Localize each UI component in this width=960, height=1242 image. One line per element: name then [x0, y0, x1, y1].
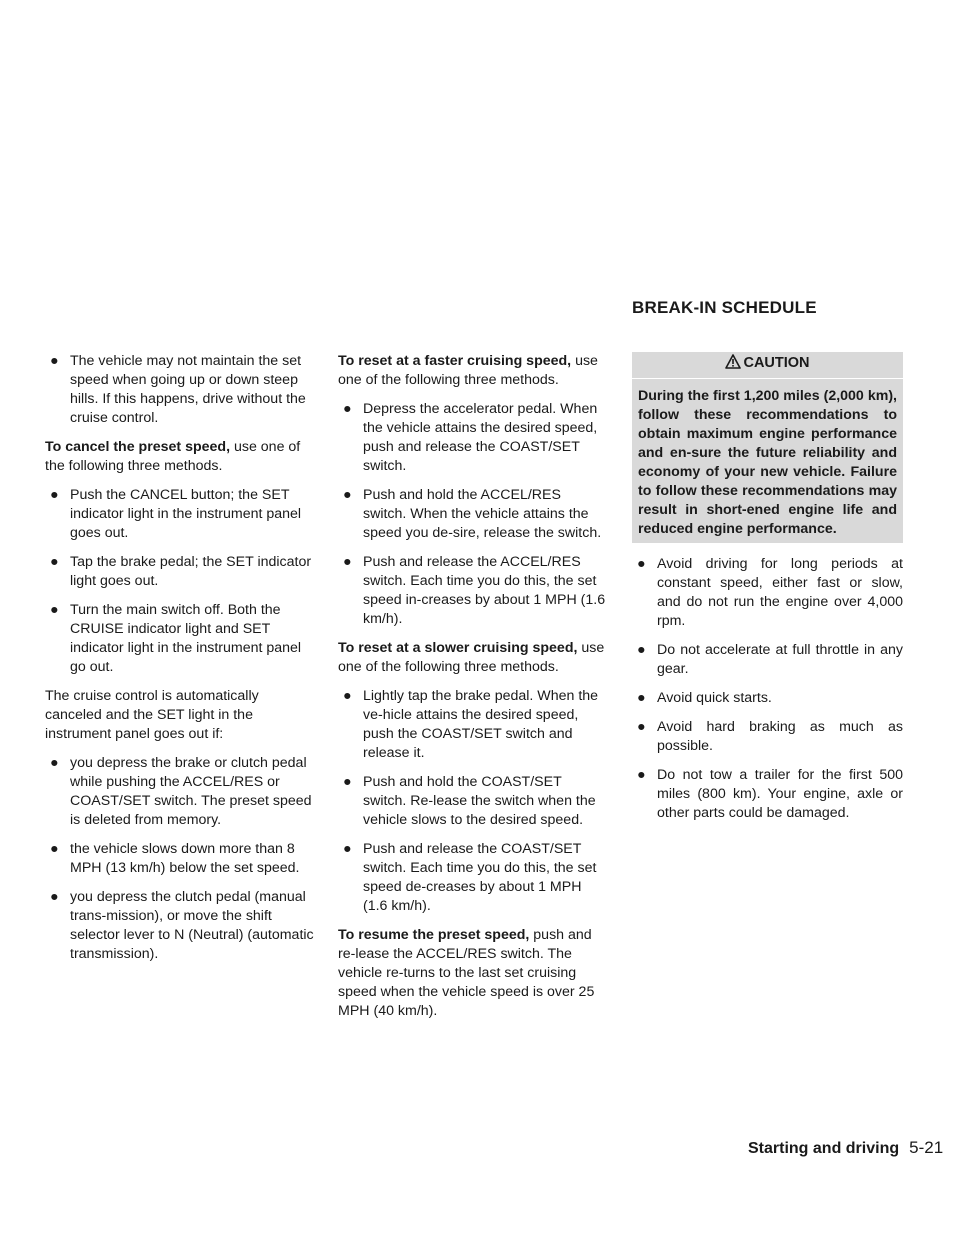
list-item: ● you depress the clutch pedal (manual trans-mission), or move the shift selector lever to N (Neutral) (automatic transmission).	[50, 889, 314, 962]
bullet-icon: ●	[343, 688, 352, 704]
caution-box	[632, 352, 903, 823]
list-item: ● Push and hold the COAST/SET switch. Re-lease the switch when the vehicle slows to the desired speed.	[343, 774, 596, 828]
bullet-icon: ●	[50, 755, 59, 771]
break-in-list	[632, 555, 903, 823]
page-footer	[748, 1138, 943, 1158]
bullet-icon: ●	[50, 602, 59, 618]
footer-section: Starting and driving	[748, 1140, 900, 1157]
slower-paragraph: To reset at a slower cruising speed, use one of the following three methods.	[338, 640, 605, 675]
list-item: ● Push the CANCEL button; the SET indicator light in the instrument panel goes out.	[50, 487, 302, 541]
bullet-icon: ●	[637, 719, 646, 735]
list-item: ● Do not accelerate at full throttle in any gear.	[637, 642, 903, 677]
slower-lead: To reset at a slower cruising speed,	[338, 640, 578, 656]
list-item: ● Depress the accelerator pedal. When the vehicle attains the desired speed, push and release the COAST/SET switch.	[343, 401, 598, 474]
bullet-icon: ●	[50, 554, 59, 570]
caution-header	[632, 352, 903, 379]
column-3	[632, 352, 903, 833]
auto-cancel-paragraph: The cruise control is automatically canceled and the SET light in the instrument panel goes out if:	[45, 688, 259, 742]
auto-cancel-list	[45, 754, 315, 964]
bullet-icon: ●	[50, 353, 59, 369]
page-number: 5-21	[909, 1138, 944, 1157]
caution-text: During the first 1,200 miles (2,000 km), follow these recommendations to obtain maximum engine performance and en-sure the future reliability and economy of your new vehicle. Failure to follow these recommendations may result in short-ened engine life and reduced engine performance. ● Avoid driving for long periods at constant speed, either fast or slow, and do not run the engine over 4,000 rpm. ● Do not accelerate at full throttle in any gear. ● Avoid quick starts. ● Avoid hard braking as much as possible. ● Do not tow a trailer for the first 500 miles (800 km). Your engine, axle or other parts could be damaged.	[632, 379, 903, 823]
bullet-icon: ●	[637, 556, 646, 572]
bullet-icon: ●	[50, 841, 59, 857]
bullet-icon: ●	[343, 774, 352, 790]
faster-methods-list	[338, 400, 608, 629]
column-2	[338, 352, 608, 1031]
hills-note-list	[45, 352, 315, 428]
list-item: ● Do not tow a trailer for the first 500 miles (800 km). Your engine, axle or other parts could be damaged.	[637, 767, 903, 821]
cancel-paragraph: To cancel the preset speed, use one of the following three methods.	[45, 439, 301, 474]
bullet-icon: ●	[343, 401, 352, 417]
faster-paragraph: To reset at a faster cruising speed, use one of the following three methods.	[338, 353, 598, 388]
bullet-icon: ●	[343, 841, 352, 857]
bullet-icon: ●	[637, 767, 646, 783]
bullet-icon: ●	[343, 487, 352, 503]
list-item: ● Tap the brake pedal; the SET indicator light goes out.	[50, 554, 312, 589]
warning-icon	[725, 354, 741, 375]
bullet-icon: ●	[637, 642, 646, 658]
list-item: ● Turn the main switch off. Both the CRUISE indicator light and SET indicator light in the instrument panel go out.	[50, 602, 302, 675]
slower-methods-list	[338, 687, 608, 916]
list-item: ● Lightly tap the brake pedal. When the ve-hicle attains the desired speed, push the COAST/SET switch and release it.	[343, 688, 599, 761]
list-item: ● Avoid hard braking as much as possible.	[637, 719, 903, 754]
list-item: ● Push and hold the ACCEL/RES switch. When the vehicle attains the speed you de-sire, release the switch.	[343, 487, 602, 541]
list-item: ● Push and release the COAST/SET switch. Each time you do this, the set speed de-creases by about 1 MPH (1.6 km/h).	[343, 841, 597, 914]
list-item: ● the vehicle slows down more than 8 MPH (13 km/h) below the set speed.	[50, 841, 300, 876]
cancel-lead: To cancel the preset speed,	[45, 439, 231, 455]
resume-paragraph: To resume the preset speed, push and re-lease the ACCEL/RES switch. The vehicle re-turns to the last set cruising speed when the vehicle speed is over 25 MPH (40 km/h).	[338, 927, 595, 1019]
caution-label: CAUTION	[743, 355, 810, 371]
list-item: ● you depress the brake or clutch pedal while pushing the ACCEL/RES or COAST/SET switch. The preset speed is deleted from memory.	[50, 755, 312, 828]
bullet-icon: ●	[50, 487, 59, 503]
cancel-methods-list	[45, 486, 315, 677]
list-item: ● Push and release the ACCEL/RES switch. Each time you do this, the set speed in-creases by about 1 MPH (1.6 km/h).	[343, 554, 606, 627]
bullet-icon: ●	[343, 554, 352, 570]
list-item: ● Avoid driving for long periods at constant speed, either fast or slow, and do not run the engine over 4,000 rpm.	[637, 556, 903, 629]
bullet-icon: ●	[50, 889, 59, 905]
faster-lead: To reset at a faster cruising speed,	[338, 353, 572, 369]
bullet-icon: ●	[637, 690, 646, 706]
resume-lead: To resume the preset speed,	[338, 927, 530, 943]
column-1	[45, 352, 315, 974]
list-item: ● The vehicle may not maintain the set speed when going up or down steep hills. If this happens, drive without the cruise control.	[50, 353, 306, 426]
list-item: ● Avoid quick starts.	[637, 690, 772, 706]
section-title: BREAK-IN SCHEDULE	[632, 298, 817, 317]
